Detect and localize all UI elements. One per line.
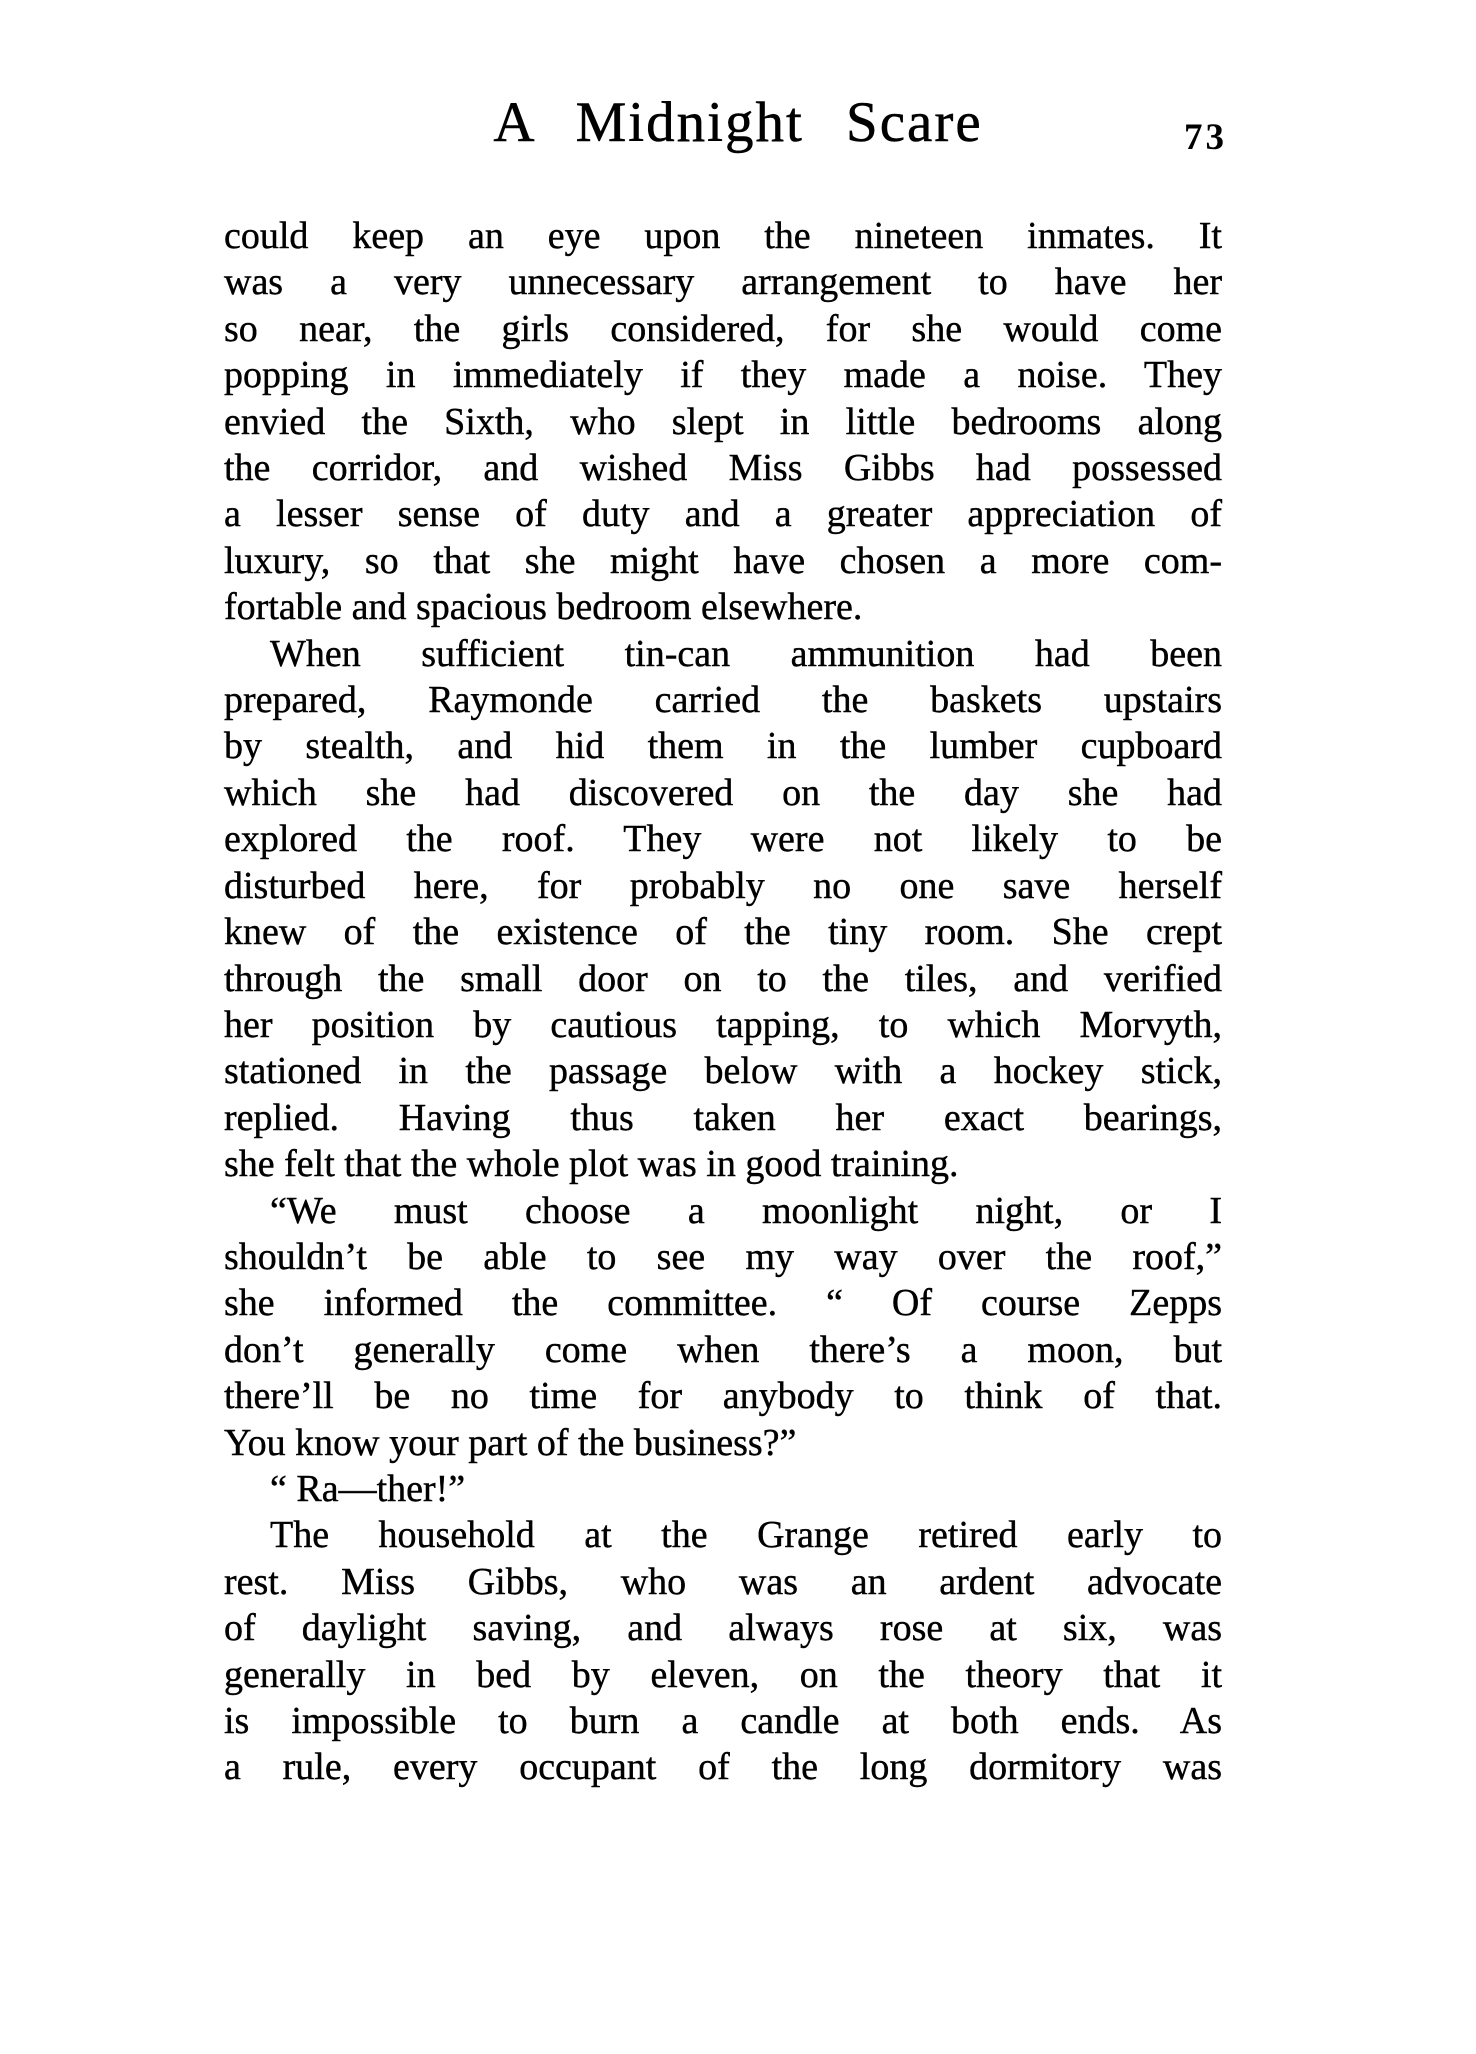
- text-line: of daylight saving, and always rose at six, was: [224, 1607, 1222, 1650]
- text-line: which she had discovered on the day she had: [224, 771, 1222, 814]
- paragraph: [224, 213, 1222, 631]
- page-number: 73: [1184, 117, 1227, 158]
- text-line: there’ll be no time for anybody to think of that.: [224, 1375, 1222, 1418]
- text-line: a rule, every occupant of the long dormitory was: [224, 1746, 1222, 1789]
- text-line: fortable and spacious bedroom elsewhere.: [224, 586, 863, 629]
- page-header: [0, 92, 1476, 172]
- text-line: luxury, so that she might have chosen a more com-: [224, 539, 1222, 582]
- paragraph: [224, 1512, 1222, 1790]
- text-line: was a very unnecessary arrangement to have her: [224, 261, 1222, 304]
- text-line: knew of the existence of the tiny room. She crept: [224, 911, 1222, 954]
- paragraph: [224, 1188, 1222, 1466]
- text-line: When sufficient tin-can ammunition had been: [270, 632, 1222, 675]
- text-line: a lesser sense of duty and a greater appreciation of: [224, 493, 1222, 536]
- text-line: shouldn’t be able to see my way over the roof,”: [224, 1235, 1222, 1278]
- text-line: “We must choose a moonlight night, or I: [270, 1189, 1222, 1232]
- text-line: disturbed here, for probably no one save herself: [224, 864, 1222, 907]
- text-line: she felt that the whole plot was in good training.: [224, 1143, 959, 1186]
- text-line: her position by cautious tapping, to which Morvyth,: [224, 1003, 1222, 1046]
- text-line: by stealth, and hid them in the lumber cupboard: [224, 725, 1222, 768]
- paragraph: [224, 1466, 1222, 1512]
- text-line: stationed in the passage below with a hockey stick,: [224, 1050, 1222, 1093]
- text-line: could keep an eye upon the nineteen inmates. It: [224, 215, 1222, 257]
- text-line: the corridor, and wished Miss Gibbs had possessed: [224, 447, 1222, 490]
- text-line: generally in bed by eleven, on the theory that it: [224, 1653, 1222, 1696]
- text-line: prepared, Raymonde carried the baskets upstairs: [224, 679, 1222, 722]
- paragraph: [224, 631, 1222, 1188]
- page-title: A Midnight Scare: [493, 91, 983, 154]
- text-line: she informed the committee. “ Of course Zepps: [224, 1282, 1222, 1325]
- text-line: rest. Miss Gibbs, who was an ardent advocate: [224, 1560, 1222, 1603]
- text-line: envied the Sixth, who slept in little bedrooms along: [224, 400, 1222, 443]
- text-line: explored the roof. They were not likely to be: [224, 818, 1222, 861]
- text-line: popping in immediately if they made a noise. They: [224, 354, 1222, 397]
- text-line: “ Ra—ther!”: [270, 1467, 466, 1510]
- text-line: The household at the Grange retired early to: [270, 1514, 1222, 1557]
- text-block: [224, 213, 1222, 1791]
- text-line: replied. Having thus taken her exact bearings,: [224, 1096, 1222, 1139]
- text-line: don’t generally come when there’s a moon, but: [224, 1328, 1222, 1371]
- text-line: is impossible to burn a candle at both ends. As: [224, 1700, 1222, 1742]
- text-line: through the small door on to the tiles, and verified: [224, 957, 1222, 1000]
- text-line: so near, the girls considered, for she would come: [224, 307, 1222, 350]
- text-line: You know your part of the business?”: [224, 1421, 797, 1464]
